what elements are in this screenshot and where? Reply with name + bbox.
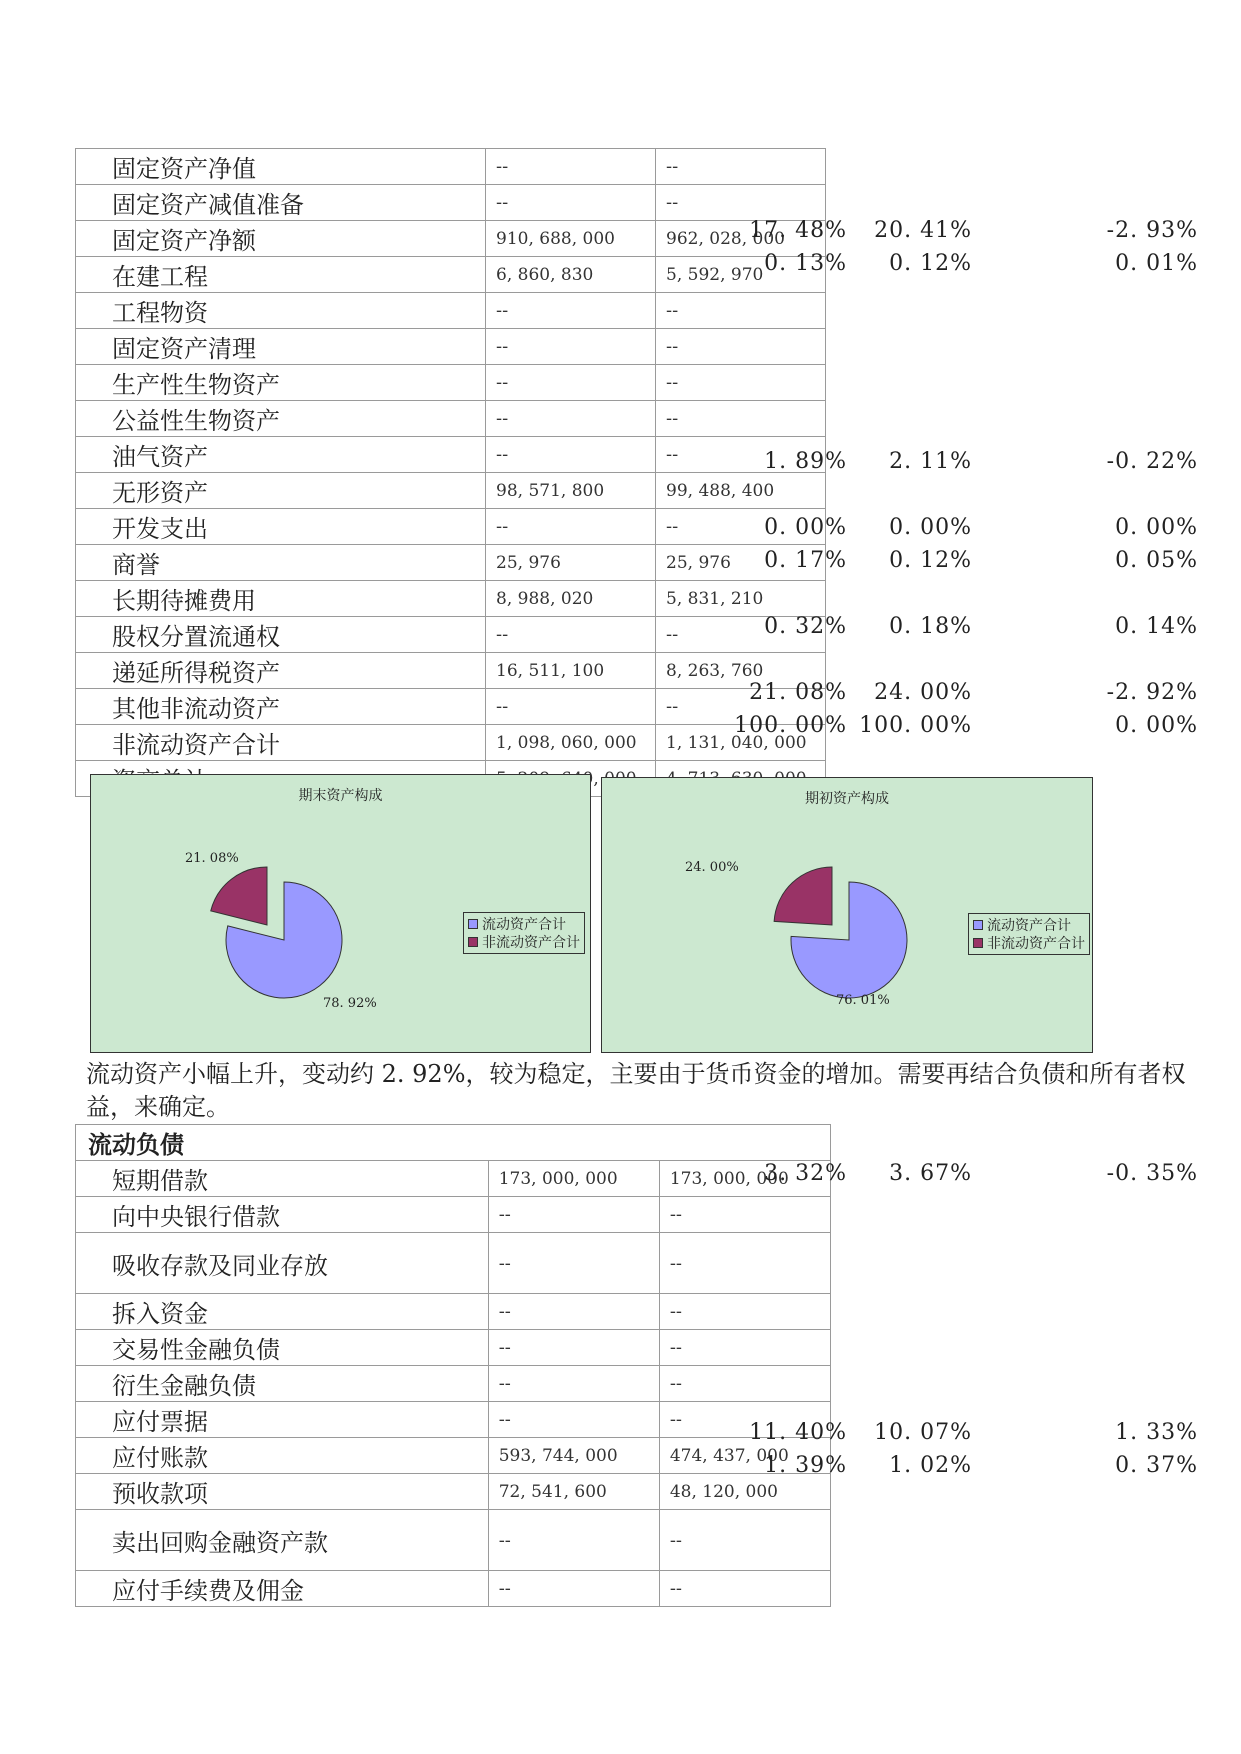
begin-period-value: --	[656, 437, 826, 473]
percent-value: 20. 41%	[874, 217, 972, 243]
row-label: 长期待摊费用	[76, 581, 486, 617]
row-label: 工程物资	[76, 293, 486, 329]
percent-value: -0. 35%	[1106, 1160, 1198, 1186]
row-label: 交易性金融负债	[76, 1330, 489, 1366]
row-label: 应付手续费及佣金	[76, 1571, 489, 1607]
section-heading: 流动负债	[76, 1125, 831, 1161]
end-period-value: --	[488, 1571, 659, 1607]
end-period-value: 1, 098, 060, 000	[486, 725, 656, 761]
percent-value: 100. 00%	[859, 712, 972, 738]
end-period-value: --	[488, 1233, 659, 1294]
row-label: 股权分置流通权	[76, 617, 486, 653]
analysis-paragraph: 流动资产小幅上升，变动约 2. 92%，较为稳定，主要由于货币资金的增加。需要再结合负债和所有者权益，来确定。	[86, 1060, 1186, 1121]
percent-value: 0. 12%	[889, 547, 972, 573]
percent-value: 0. 00%	[1115, 514, 1198, 540]
begin-period-value: 8, 263, 760	[656, 653, 826, 689]
percent-value: 0. 14%	[1115, 613, 1198, 639]
percent-value: 11. 40%	[749, 1419, 847, 1445]
percent-value: -2. 93%	[1106, 217, 1198, 243]
table-row	[76, 329, 826, 365]
percent-value: 0. 17%	[764, 547, 847, 573]
percent-value: 0. 00%	[764, 514, 847, 540]
end-period-value: --	[486, 329, 656, 365]
table-row	[76, 1161, 831, 1197]
chart-legend	[968, 913, 1090, 955]
row-label: 公益性生物资产	[76, 401, 486, 437]
percent-value: 21. 08%	[749, 679, 847, 705]
row-label: 卖出回购金融资产款	[76, 1510, 489, 1571]
percent-value: 0. 18%	[889, 613, 972, 639]
begin-period-value: --	[659, 1294, 830, 1330]
end-period-value: --	[488, 1294, 659, 1330]
legend-swatch-current	[973, 920, 983, 930]
begin-period-value: 99, 488, 400	[656, 473, 826, 509]
table-row	[76, 653, 826, 689]
end-period-value: --	[488, 1366, 659, 1402]
end-period-value: 25, 976	[486, 545, 656, 581]
end-period-value: 8, 988, 020	[486, 581, 656, 617]
percent-value: 0. 32%	[764, 613, 847, 639]
end-period-value: --	[486, 185, 656, 221]
data-label-current: 76. 01%	[836, 993, 890, 1008]
percent-value: 2. 11%	[889, 448, 972, 474]
begin-period-value: 5, 592, 970	[656, 257, 826, 293]
percent-value: 1. 33%	[1115, 1419, 1198, 1445]
begin-period-value: --	[656, 509, 826, 545]
table-row	[76, 473, 826, 509]
legend-swatch-noncurrent	[973, 938, 983, 948]
row-label: 固定资产净值	[76, 149, 486, 185]
row-label: 向中央银行借款	[76, 1197, 489, 1233]
begin-period-value: 1, 131, 040, 000	[656, 725, 826, 761]
legend-swatch-current	[468, 919, 478, 929]
percent-value: 24. 00%	[874, 679, 972, 705]
table-row	[76, 1402, 831, 1438]
begin-period-value: --	[656, 329, 826, 365]
percent-value: 1. 89%	[764, 448, 847, 474]
begin-period-value: --	[659, 1233, 830, 1294]
row-label: 拆入资金	[76, 1294, 489, 1330]
percent-value: 17. 48%	[749, 217, 847, 243]
begin-period-value: 48, 120, 000	[659, 1474, 830, 1510]
end-period-value: --	[488, 1197, 659, 1233]
data-label-noncurrent: 21. 08%	[185, 851, 239, 866]
chart-end-period	[90, 774, 591, 1053]
table-row	[76, 1294, 831, 1330]
percent-value: 3. 32%	[764, 1160, 847, 1186]
begin-period-value: --	[656, 617, 826, 653]
end-period-value: --	[486, 509, 656, 545]
row-label: 应付票据	[76, 1402, 489, 1438]
table-row	[76, 545, 826, 581]
end-period-value: 593, 744, 000	[488, 1438, 659, 1474]
chart-title: 期初资产构成	[805, 791, 889, 807]
table-row	[76, 689, 826, 725]
begin-period-value: --	[656, 185, 826, 221]
begin-period-value: --	[656, 689, 826, 725]
pie-slice-noncurrent	[774, 867, 832, 925]
table-row	[76, 185, 826, 221]
row-label: 固定资产减值准备	[76, 185, 486, 221]
table-row	[76, 1571, 831, 1607]
table-row	[76, 617, 826, 653]
legend-label-noncurrent: 非流动资产合计	[987, 936, 1085, 952]
chart-title: 期末资产构成	[298, 788, 383, 804]
row-label: 其他非流动资产	[76, 689, 486, 725]
end-period-value: 910, 688, 000	[486, 221, 656, 257]
begin-period-value: 5, 831, 210	[656, 581, 826, 617]
begin-period-value: --	[656, 401, 826, 437]
legend-label-noncurrent: 非流动资产合计	[482, 935, 580, 951]
table-row	[76, 437, 826, 473]
row-label: 衍生金融负债	[76, 1366, 489, 1402]
end-period-value: 98, 571, 800	[486, 473, 656, 509]
data-label-noncurrent: 24. 00%	[685, 860, 739, 875]
percent-value: 0. 05%	[1115, 547, 1198, 573]
chart-legend	[463, 912, 585, 954]
liabilities-header-row	[76, 1125, 831, 1161]
table-row	[76, 1366, 831, 1402]
row-label: 非流动资产合计	[76, 725, 486, 761]
row-label: 预收款项	[76, 1474, 489, 1510]
table-row	[76, 1438, 831, 1474]
end-period-value: --	[486, 293, 656, 329]
begin-period-value: 173, 000, 000	[659, 1161, 830, 1197]
row-label: 生产性生物资产	[76, 365, 486, 401]
percent-value: 1. 02%	[889, 1452, 972, 1478]
begin-period-value: --	[659, 1510, 830, 1571]
row-label: 开发支出	[76, 509, 486, 545]
end-period-value: --	[486, 365, 656, 401]
table-row	[76, 509, 826, 545]
begin-period-value: 25, 976	[656, 545, 826, 581]
percent-value: -0. 22%	[1106, 448, 1198, 474]
table-row	[76, 1233, 831, 1294]
percent-value: 1. 39%	[764, 1452, 847, 1478]
table-row	[76, 293, 826, 329]
begin-period-value: --	[656, 149, 826, 185]
end-period-value: --	[488, 1510, 659, 1571]
table-row	[76, 149, 826, 185]
end-period-value: --	[486, 617, 656, 653]
row-label: 应付账款	[76, 1438, 489, 1474]
end-period-value: 173, 000, 000	[488, 1161, 659, 1197]
row-label: 油气资产	[76, 437, 486, 473]
end-period-value: --	[486, 437, 656, 473]
table-row	[76, 1510, 831, 1571]
begin-period-value: --	[659, 1571, 830, 1607]
end-period-value: --	[488, 1402, 659, 1438]
percent-value: 0. 12%	[889, 250, 972, 276]
table-row	[76, 365, 826, 401]
percent-value: 10. 07%	[874, 1419, 972, 1445]
row-label: 商誉	[76, 545, 486, 581]
percent-value: 3. 67%	[889, 1160, 972, 1186]
pie-slice-noncurrent	[211, 867, 267, 925]
assets-table	[75, 148, 826, 797]
begin-period-value: 962, 028, 000	[656, 221, 826, 257]
begin-period-value: --	[656, 293, 826, 329]
percent-value: 0. 13%	[764, 250, 847, 276]
row-label: 吸收存款及同业存放	[76, 1233, 489, 1294]
end-period-value: 16, 511, 100	[486, 653, 656, 689]
percent-value: 100. 00%	[734, 712, 847, 738]
end-period-value: --	[486, 401, 656, 437]
table-row	[76, 1474, 831, 1510]
row-label: 固定资产清理	[76, 329, 486, 365]
percent-value: 0. 37%	[1115, 1452, 1198, 1478]
data-label-current: 78. 92%	[323, 996, 377, 1011]
table-row	[76, 581, 826, 617]
end-period-value: --	[488, 1330, 659, 1366]
row-label: 固定资产净额	[76, 221, 486, 257]
end-period-value: --	[486, 689, 656, 725]
legend-label-current: 流动资产合计	[482, 917, 566, 933]
row-label: 递延所得税资产	[76, 653, 486, 689]
row-label: 在建工程	[76, 257, 486, 293]
row-label: 短期借款	[76, 1161, 489, 1197]
begin-period-value: 474, 437, 000	[659, 1438, 830, 1474]
liabilities-table	[75, 1124, 831, 1607]
begin-period-value: --	[659, 1330, 830, 1366]
table-row	[76, 725, 826, 761]
percent-value: -2. 92%	[1106, 679, 1198, 705]
percent-value: 0. 00%	[889, 514, 972, 540]
begin-period-value: --	[656, 365, 826, 401]
table-row	[76, 401, 826, 437]
chart-begin-period	[601, 777, 1093, 1053]
table-row	[76, 221, 826, 257]
legend-swatch-noncurrent	[468, 937, 478, 947]
percent-value: 0. 01%	[1115, 250, 1198, 276]
row-label: 无形资产	[76, 473, 486, 509]
begin-period-value: --	[659, 1366, 830, 1402]
table-row	[76, 257, 826, 293]
table-row	[76, 1197, 831, 1233]
end-period-value: 72, 541, 600	[488, 1474, 659, 1510]
begin-period-value: --	[659, 1402, 830, 1438]
begin-period-value: --	[659, 1197, 830, 1233]
table-row	[76, 1330, 831, 1366]
end-period-value: --	[486, 149, 656, 185]
legend-label-current: 流动资产合计	[987, 918, 1071, 934]
end-period-value: 6, 860, 830	[486, 257, 656, 293]
percent-value: 0. 00%	[1115, 712, 1198, 738]
